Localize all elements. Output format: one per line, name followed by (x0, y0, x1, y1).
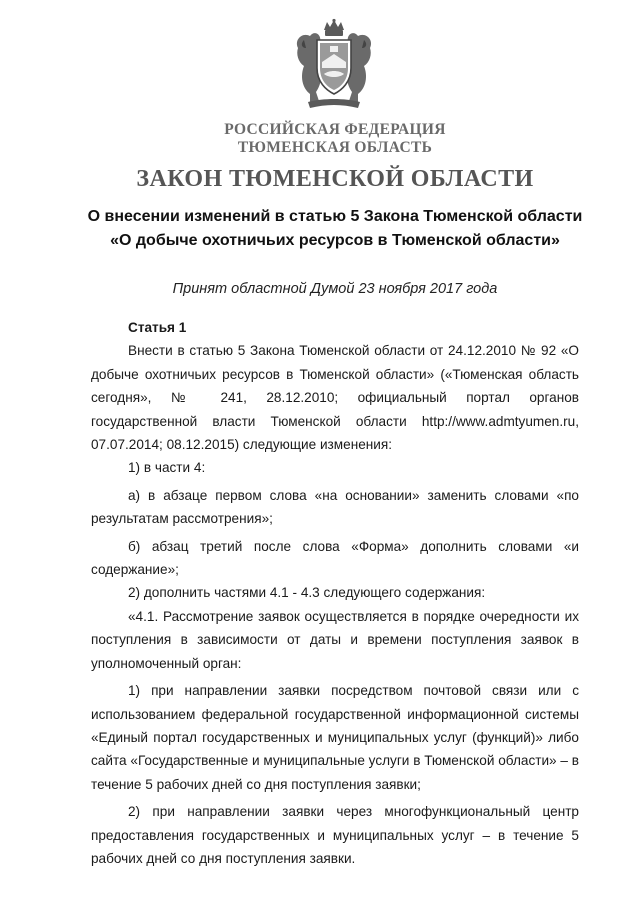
paragraph: б) абзац третий после слова «Форма» дополнить словами «и содержание»; (91, 538, 579, 578)
paragraph: 1) при направлении заявки посредством почтовой связи или с использованием федеральной государственной информационной системы «Единый портал государственных и муниципальных услуг (функций)» либо сайта «Государственные и муниципальные услуги в Тюменской области» – в течение 5 рабочих дней со дня поступления заявки; (91, 683, 579, 792)
country-heading: РОССИЙСКАЯ ФЕДЕРАЦИЯ (224, 121, 446, 138)
paragraph: «4.1. Рассмотрение заявок осуществляется в порядке очередности их поступления в зависимости от даты и времени поступления заявок в уполномоченный орган: (91, 608, 579, 671)
law-title-line-1: О внесении изменений в статью 5 Закона Тюменской области (87, 208, 583, 225)
article-body (91, 316, 579, 870)
law-title (60, 205, 610, 253)
law-title-line-2: «О добыче охотничьих ресурсов в Тюменской области» (110, 232, 560, 249)
paragraph: а) в абзаце первом слова «на основании» заменить словами «по результатам рассмотрения»; (91, 487, 579, 527)
paragraph: Внести в статью 5 Закона Тюменской области от 24.12.2010 № 92 «О добыче охотничьих ресурсов в Тюменской области» («Тюменская область сегодня», № 241, 28.12.2010; официальный портал органов государственной власти Тюменской области http://www.admtyumen.ru, 07.07.2014; 08.12.2015) следующие изменения: (91, 343, 579, 453)
article-heading: Статья 1 (128, 320, 187, 335)
law-type-heading: ЗАКОН ТЮМЕНСКОЙ ОБЛАСТИ (136, 166, 534, 192)
adoption-note: Принят областной Думой 23 ноября 2017 года (172, 281, 498, 297)
region-heading: ТЮМЕНСКАЯ ОБЛАСТЬ (237, 139, 433, 156)
tyumen-oblast-coat-of-arms-icon (284, 18, 384, 110)
paragraph: 2) дополнить частями 4.1 - 4.3 следующего содержания: (128, 585, 486, 601)
paragraph: 2) при направлении заявки через многофункциональный центр предоставления государственных и муниципальных услуг – в течение 5 рабочих дней со дня поступления заявки. (91, 804, 579, 866)
paragraph: 1) в части 4: (128, 460, 206, 476)
